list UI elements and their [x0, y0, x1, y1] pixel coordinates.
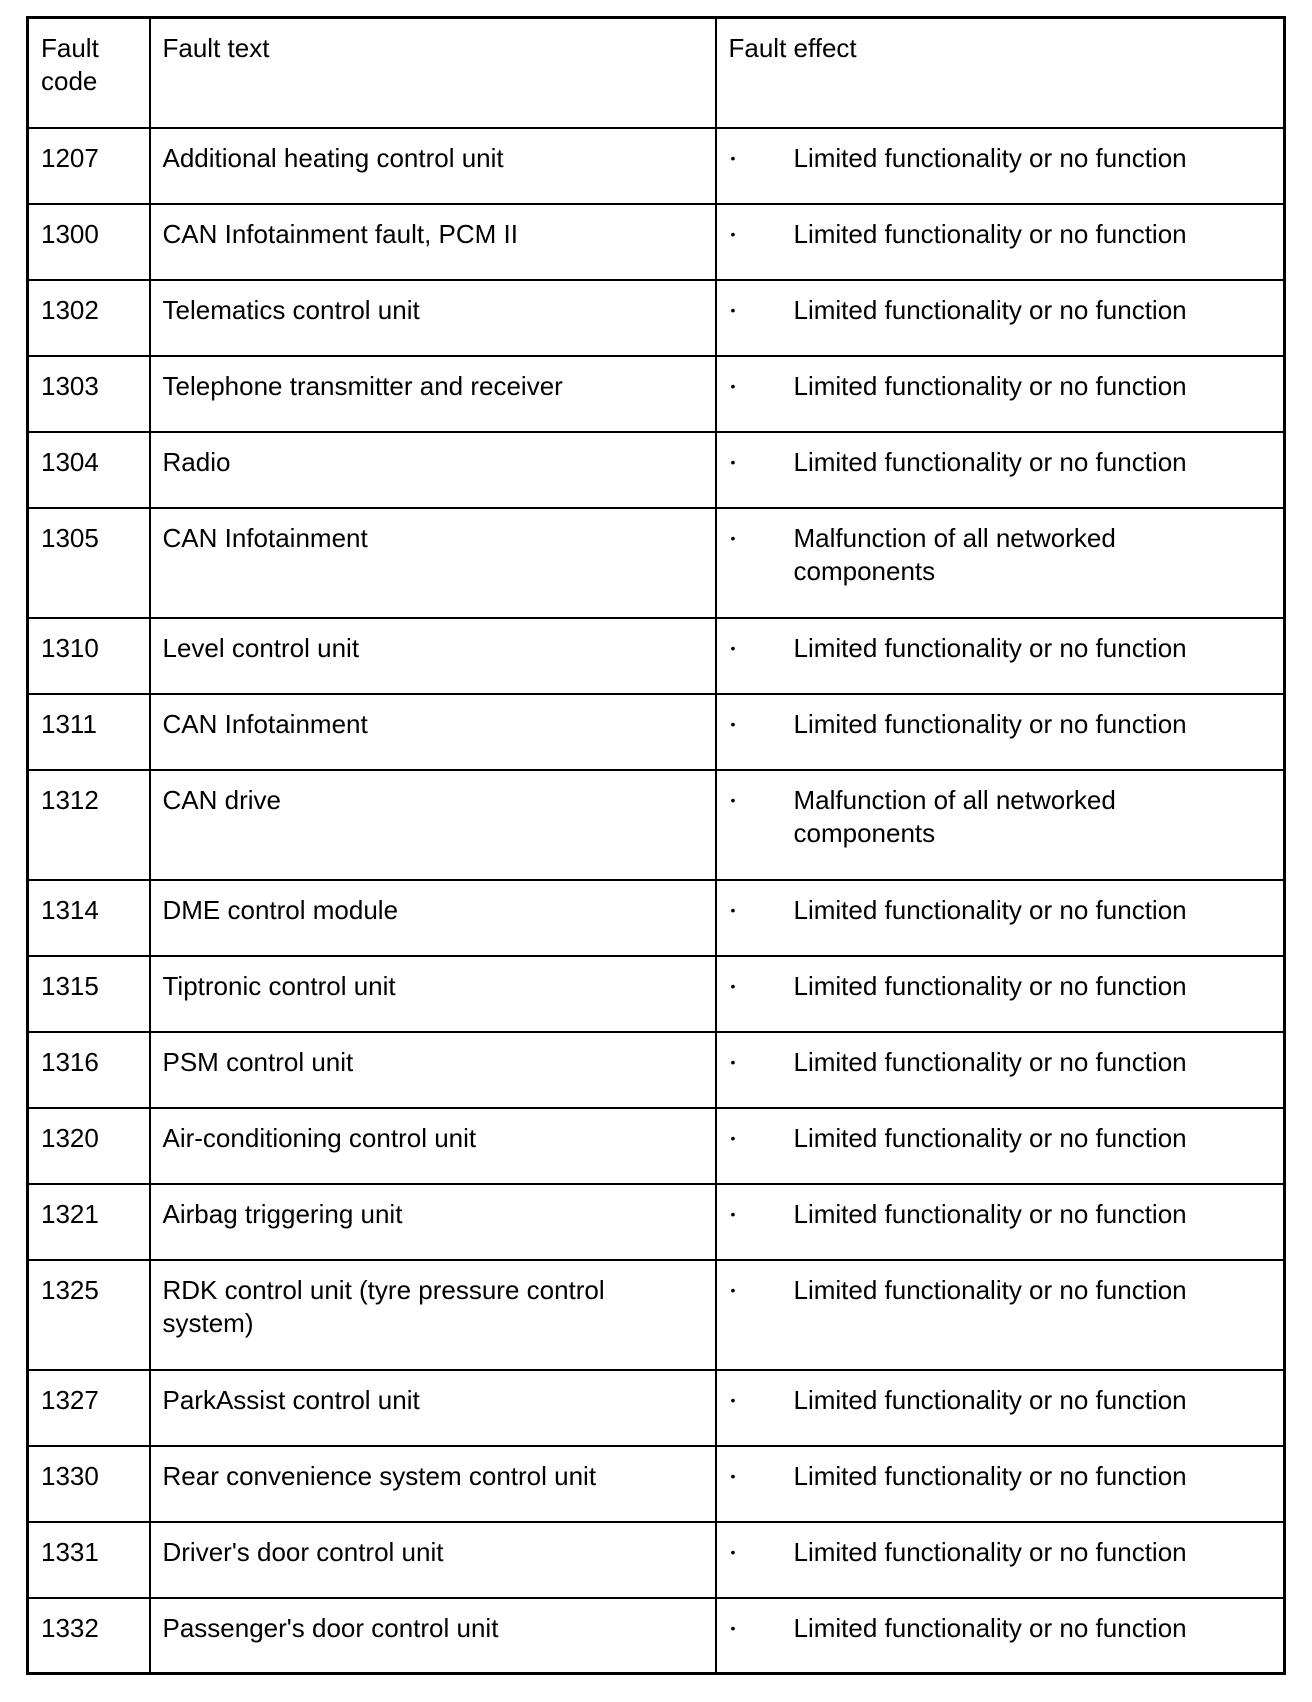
fault-code: 1331 — [41, 1536, 99, 1567]
fault-effect: Limited functionality or no function — [793, 894, 1187, 925]
fault-code: 1320 — [41, 1122, 99, 1153]
table-row — [28, 956, 1285, 1032]
fault-effect-cell — [716, 880, 1285, 956]
fault-text-cell — [150, 1184, 716, 1260]
fault-effect: Malfunction of all networked components — [793, 522, 1116, 586]
table-row — [28, 618, 1285, 694]
fault-effect-cell — [716, 770, 1285, 880]
fault-effect: Malfunction of all networked components — [793, 784, 1116, 848]
fault-effect-cell — [716, 1446, 1285, 1522]
fault-text-cell — [150, 432, 716, 508]
header-fault-code — [28, 18, 150, 128]
fault-effect-cell — [716, 1108, 1285, 1184]
fault-effect-cell — [716, 618, 1285, 694]
fault-effect: Limited functionality or no function — [793, 1460, 1187, 1491]
fault-code: 1304 — [41, 446, 99, 477]
table-row — [28, 356, 1285, 432]
bullet-icon: • — [730, 529, 736, 546]
fault-code-cell — [28, 204, 150, 280]
fault-text-cell — [150, 956, 716, 1032]
bullet-icon: • — [730, 1619, 736, 1636]
fault-code-cell — [28, 1184, 150, 1260]
fault-effect: Limited functionality or no function — [793, 1384, 1187, 1415]
bullet-icon: • — [730, 225, 736, 242]
fault-text-cell — [150, 1032, 716, 1108]
fault-effect: Limited functionality or no function — [793, 1046, 1187, 1077]
fault-effect: Limited functionality or no function — [793, 632, 1187, 663]
fault-effect-cell — [716, 956, 1285, 1032]
bullet-icon: • — [730, 977, 736, 994]
fault-text: Air-conditioning control unit — [162, 1122, 477, 1153]
fault-effect: Limited functionality or no function — [793, 1198, 1187, 1229]
table-row — [28, 1598, 1285, 1674]
fault-code-cell — [28, 432, 150, 508]
bullet-icon: • — [730, 1281, 736, 1298]
fault-text: CAN drive — [162, 784, 281, 815]
fault-effect: Limited functionality or no function — [793, 370, 1187, 401]
fault-code-cell — [28, 1370, 150, 1446]
fault-effect: Limited functionality or no function — [793, 1612, 1187, 1643]
fault-effect-cell — [716, 432, 1285, 508]
fault-text-cell — [150, 618, 716, 694]
table-row — [28, 1108, 1285, 1184]
header-fault-text — [150, 18, 716, 128]
fault-effect-cell — [716, 204, 1285, 280]
fault-effect: Limited functionality or no function — [793, 142, 1187, 173]
fault-code: 1325 — [41, 1274, 99, 1305]
fault-code: 1312 — [41, 784, 99, 815]
fault-text-cell — [150, 1598, 716, 1674]
fault-text: Airbag triggering unit — [162, 1198, 403, 1229]
table-row — [28, 432, 1285, 508]
bullet-icon: • — [730, 1205, 736, 1222]
fault-code-cell — [28, 280, 150, 356]
fault-code-cell — [28, 694, 150, 770]
fault-code: 1207 — [41, 142, 99, 173]
fault-code-cell — [28, 880, 150, 956]
fault-text-cell — [150, 880, 716, 956]
fault-text: Telephone transmitter and receiver — [162, 370, 563, 401]
fault-code: 1321 — [41, 1198, 99, 1229]
bullet-icon: • — [730, 1543, 736, 1560]
bullet-icon: • — [730, 901, 736, 918]
fault-text-cell — [150, 280, 716, 356]
fault-code: 1332 — [41, 1612, 99, 1643]
fault-effect: Limited functionality or no function — [793, 446, 1187, 477]
header-fault-text-label: Fault text — [162, 33, 270, 63]
fault-effect-cell — [716, 508, 1285, 618]
header-fault-effect — [716, 18, 1285, 128]
fault-code-cell — [28, 1108, 150, 1184]
fault-text-cell — [150, 204, 716, 280]
bullet-icon: • — [730, 1053, 736, 1070]
fault-code-cell — [28, 356, 150, 432]
fault-effect: Limited functionality or no function — [793, 708, 1187, 739]
fault-text: Level control unit — [162, 632, 360, 663]
fault-text-cell — [150, 1260, 716, 1370]
fault-code-cell — [28, 770, 150, 880]
fault-effect: Limited functionality or no function — [793, 294, 1187, 325]
fault-code-cell — [28, 1446, 150, 1522]
fault-effect: Limited functionality or no function — [793, 1536, 1187, 1567]
fault-text: Telematics control unit — [162, 294, 420, 325]
fault-code: 1330 — [41, 1460, 99, 1491]
table-row — [28, 1446, 1285, 1522]
fault-text-cell — [150, 770, 716, 880]
table-row — [28, 1370, 1285, 1446]
table-row — [28, 508, 1285, 618]
fault-text-cell — [150, 1522, 716, 1598]
fault-code-cell — [28, 1598, 150, 1674]
fault-effect-cell — [716, 280, 1285, 356]
table-row — [28, 128, 1285, 204]
fault-text-cell — [150, 1370, 716, 1446]
fault-code: 1305 — [41, 522, 99, 553]
fault-text: Additional heating control unit — [162, 142, 504, 173]
fault-code: 1315 — [41, 970, 99, 1001]
fault-text: CAN Infotainment — [162, 522, 368, 553]
fault-code: 1314 — [41, 894, 99, 925]
table-row — [28, 770, 1285, 880]
fault-code-cell — [28, 1032, 150, 1108]
table-row — [28, 880, 1285, 956]
fault-effect: Limited functionality or no function — [793, 970, 1187, 1001]
fault-effect-cell — [716, 1598, 1285, 1674]
fault-effect-cell — [716, 1370, 1285, 1446]
table-row — [28, 1522, 1285, 1598]
fault-effect-cell — [716, 1184, 1285, 1260]
fault-code: 1310 — [41, 632, 99, 663]
bullet-icon: • — [730, 1391, 736, 1408]
fault-effect-cell — [716, 356, 1285, 432]
fault-code: 1327 — [41, 1384, 99, 1415]
bullet-icon: • — [730, 377, 736, 394]
table-row — [28, 1260, 1285, 1370]
table-row — [28, 204, 1285, 280]
fault-text: CAN Infotainment fault, PCM II — [162, 218, 518, 249]
fault-text: Rear convenience system control unit — [162, 1460, 597, 1491]
fault-code-cell — [28, 618, 150, 694]
fault-code-cell — [28, 508, 150, 618]
table-row — [28, 694, 1285, 770]
bullet-icon: • — [730, 791, 736, 808]
fault-effect-cell — [716, 694, 1285, 770]
fault-effect-cell — [716, 1032, 1285, 1108]
table-row — [28, 1032, 1285, 1108]
fault-text-cell — [150, 356, 716, 432]
fault-text: Radio — [162, 446, 231, 477]
fault-code-cell — [28, 128, 150, 204]
fault-code-cell — [28, 1522, 150, 1598]
bullet-icon: • — [730, 1129, 736, 1146]
fault-text-cell — [150, 694, 716, 770]
fault-code-cell — [28, 1260, 150, 1370]
bullet-icon: • — [730, 301, 736, 318]
fault-text: RDK control unit (tyre pressure control system) — [162, 1274, 605, 1338]
header-fault-effect-label: Fault effect — [728, 33, 857, 63]
bullet-icon: • — [730, 453, 736, 470]
bullet-icon: • — [730, 715, 736, 732]
fault-text-cell — [150, 128, 716, 204]
fault-code: 1316 — [41, 1046, 99, 1077]
table-header-row — [28, 18, 1285, 128]
fault-code: 1311 — [41, 708, 97, 739]
fault-text-cell — [150, 1108, 716, 1184]
fault-text: ParkAssist control unit — [162, 1384, 420, 1415]
bullet-icon: • — [730, 149, 736, 166]
fault-text-cell — [150, 1446, 716, 1522]
fault-code: 1302 — [41, 294, 99, 325]
fault-text: CAN Infotainment — [162, 708, 368, 739]
table-row — [28, 1184, 1285, 1260]
fault-code: 1300 — [41, 218, 99, 249]
fault-effect-cell — [716, 128, 1285, 204]
fault-effect: Limited functionality or no function — [793, 1274, 1187, 1305]
fault-effect-cell — [716, 1522, 1285, 1598]
bullet-icon: • — [730, 1467, 736, 1484]
fault-effect-cell — [716, 1260, 1285, 1370]
fault-code-table — [26, 16, 1286, 1675]
header-fault-code-label: Fault code — [41, 33, 99, 96]
fault-code-cell — [28, 956, 150, 1032]
fault-text: Passenger's door control unit — [162, 1612, 499, 1643]
fault-effect: Limited functionality or no function — [793, 218, 1187, 249]
bullet-icon: • — [730, 639, 736, 656]
fault-text: DME control module — [162, 894, 399, 925]
fault-text: Tiptronic control unit — [162, 970, 396, 1001]
fault-text-cell — [150, 508, 716, 618]
table-row — [28, 280, 1285, 356]
fault-text: PSM control unit — [162, 1046, 354, 1077]
fault-effect: Limited functionality or no function — [793, 1122, 1187, 1153]
fault-code: 1303 — [41, 370, 99, 401]
fault-text: Driver's door control unit — [162, 1536, 444, 1567]
